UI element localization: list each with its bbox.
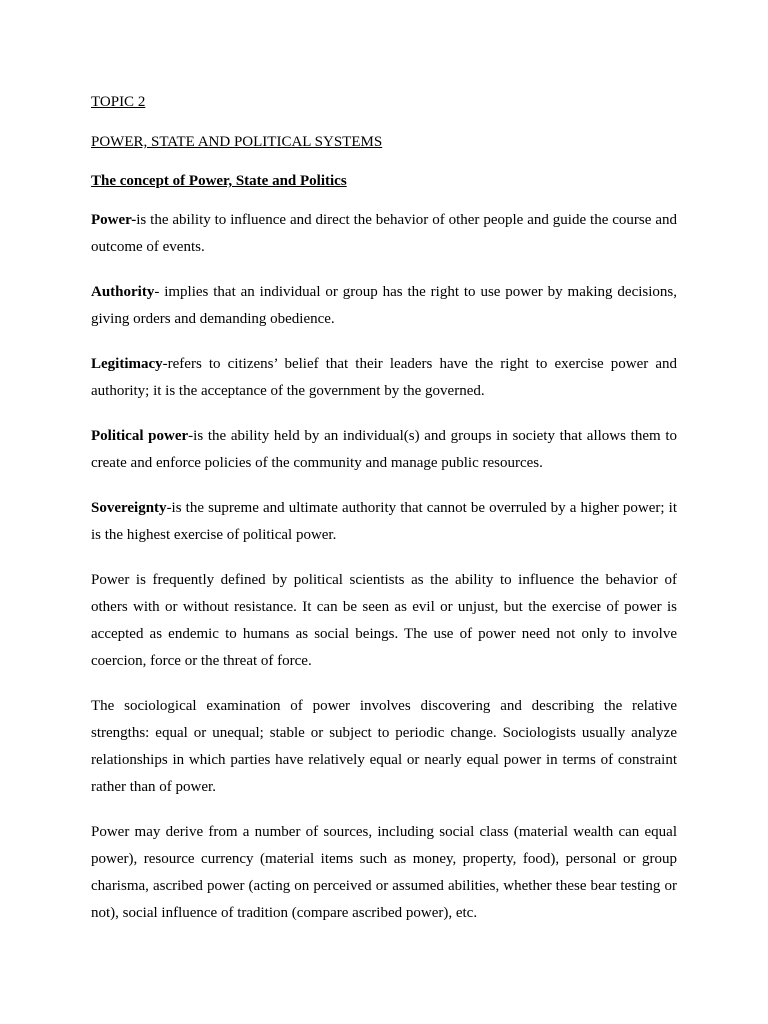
definition-legitimacy [91, 351, 677, 405]
definition-authority [91, 279, 677, 333]
body-paragraph: Power may derive from a number of sources, including social class (material wealth can equal power), resource currency (material items such as money, property, food), personal or group charisma, ascribed power (acting on perceived or assumed abilities, whether these bear testing or not), social influence of tradition (compare ascribed power), etc. [91, 824, 677, 921]
definition-text: - implies that an individual or group has the right to use power by making decisions, giving orders and demanding obedience. [91, 284, 677, 327]
definition-text: is the ability to influence and direct the behavior of other people and guide the course and outcome of events. [91, 212, 677, 255]
document-title: POWER, STATE AND POLITICAL SYSTEMS [91, 134, 383, 150]
definition-term: Political power [91, 428, 189, 444]
definition-term: Authority [91, 284, 155, 300]
definition-text: -refers to citizens’ belief that their leaders have the right to exercise power and authority; it is the acceptance of the government by the governed. [91, 356, 677, 399]
definition-term: Sovereignty [91, 500, 167, 516]
definition-text: -is the supreme and ultimate authority that cannot be overruled by a higher power; it is the highest exercise of political power. [91, 500, 677, 543]
definition-text: -is the ability held by an individual(s) and groups in society that allows them to create and enforce policies of the community and manage public resources. [91, 428, 677, 471]
definition-term: Legitimacy [91, 356, 163, 372]
definition-sovereignty [91, 495, 677, 549]
definition-political-power [91, 423, 677, 477]
body-paragraph: Power is frequently defined by political scientists as the ability to influence the behavior of others with or without resistance. It can be seen as evil or unjust, but the exercise of power is accepted as endemic to humans as social beings. The use of power need not only to involve coercion, force or the threat of force. [91, 572, 677, 669]
document-page [91, 92, 677, 945]
body-paragraph: The sociological examination of power involves discovering and describing the relative strengths: equal or unequal; stable or subject to periodic change. Sociologists usually analyze relationships in which parties have relatively equal or nearly equal power in terms of constraint rather than of power. [91, 698, 677, 795]
topic-heading: TOPIC 2 [91, 94, 146, 110]
section-subtitle: The concept of Power, State and Politics [91, 173, 347, 189]
definition-term: Power- [91, 212, 137, 228]
definition-power [91, 207, 677, 261]
